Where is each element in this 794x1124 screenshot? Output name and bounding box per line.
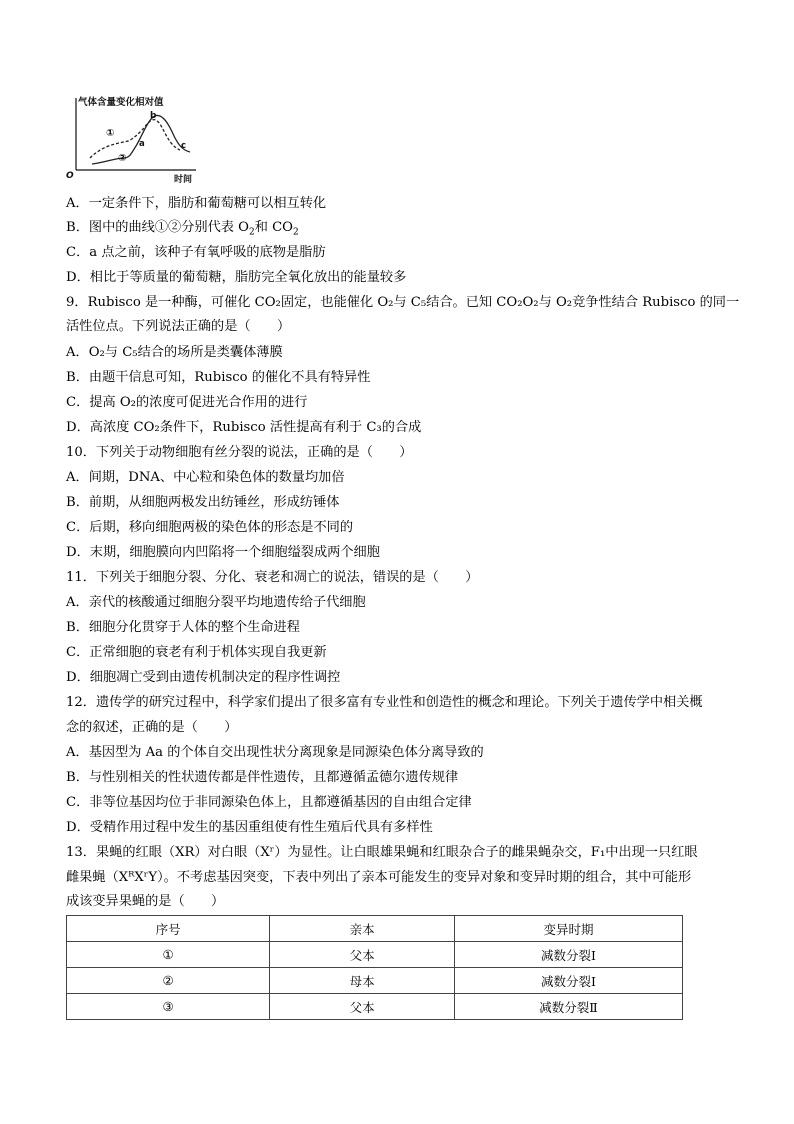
q11-option-d: D．细胞凋亡受到由遗传机制决定的程序性调控 bbox=[66, 670, 341, 685]
q13-stem-line2: 雌果蝇（XᴿXʳY）。不考虑基因突变，下表中列出了亲本可能发生的变异对象和变异时期的组合，其中可能形 bbox=[66, 870, 692, 885]
gas-content-graph bbox=[66, 94, 200, 186]
q9-stem-line1: 9．Rubisco 是一种酶，可催化 CO₂固定，也能催化 O₂与 C₅结合。已知 CO₂O₂与 O₂竞争性结合 Rubisco 的同一 bbox=[66, 295, 740, 310]
q9-stem-line2: 活性位点。下列说法正确的是（ ） bbox=[66, 319, 291, 334]
point-c-label: c bbox=[181, 141, 187, 151]
curve-1 bbox=[90, 120, 180, 158]
table-row bbox=[67, 942, 683, 968]
q9-option-a: A．O₂与 C₅结合的场所是类囊体薄膜 bbox=[66, 345, 283, 360]
table-row bbox=[67, 994, 683, 1020]
q11-stem: 11．下列关于细胞分裂、分化、衰老和凋亡的说法，错误的是（ ） bbox=[66, 570, 479, 585]
q8-option-b-text2: 和 CO bbox=[254, 220, 293, 235]
q10-option-c: C．后期，移向细胞两极的染色体的形态是不同的 bbox=[66, 520, 354, 535]
q10-option-d: D．末期，细胞膜向内凹陷将一个细胞缢裂成两个细胞 bbox=[66, 545, 380, 560]
curve-2-label: ② bbox=[118, 153, 127, 164]
q13-table bbox=[66, 915, 683, 1020]
q12-option-a: A．基因型为 Aa 的个体自交出现性状分离现象是同源染色体分离导致的 bbox=[66, 745, 484, 760]
table-cell: ② bbox=[67, 968, 270, 994]
table-header-row bbox=[67, 916, 683, 942]
q8-option-c: C．a 点之前，该种子有氧呼吸的底物是脂肪 bbox=[66, 245, 326, 260]
q8-option-b-text: B．图中的曲线①②分别代表 O bbox=[66, 220, 249, 235]
q10-option-b: B．前期，从细胞两极发出纺锤丝，形成纺锤体 bbox=[66, 495, 340, 510]
q11-option-c: C．正常细胞的衰老有利于机体实现自我更新 bbox=[66, 645, 327, 660]
q10-stem: 10．下列关于动物细胞有丝分裂的说法，正确的是（ ） bbox=[66, 445, 413, 460]
q8-option-d: D．相比于等质量的葡萄糖，脂肪完全氧化放出的能量较多 bbox=[66, 270, 407, 285]
graph-origin: O bbox=[66, 171, 74, 181]
graph-ylabel: 气体含量变化相对值 bbox=[78, 97, 164, 108]
q9-option-b: B．由题干信息可知，Rubisco 的催化不具有特异性 bbox=[66, 370, 371, 385]
q8-option-b-sub: 2 bbox=[248, 227, 255, 238]
table-cell: 减数分裂Ⅰ bbox=[455, 968, 683, 994]
q13-stem-line1: 13．果蝇的红眼（XR）对白眼（Xʳ）为显性。让白眼雄果蝇和红眼杂合子的雌果蝇杂交，F₁中出现一只红眼 bbox=[66, 845, 698, 860]
q12-option-b: B．与性别相关的性状遗传都是伴性遗传，且都遵循孟德尔遗传规律 bbox=[66, 770, 459, 785]
q8-option-b-sub2: 2 bbox=[292, 227, 299, 238]
table-header-period: 变异时期 bbox=[455, 916, 683, 942]
table-cell: 减数分裂Ⅰ bbox=[455, 942, 683, 968]
table-header-index: 序号 bbox=[67, 916, 270, 942]
q9-option-c: C．提高 O₂的浓度可促进光合作用的进行 bbox=[66, 395, 308, 410]
q9-option-d: D．高浓度 CO₂条件下，Rubisco 活性提高有利于 C₃的合成 bbox=[66, 420, 422, 435]
q8-option-b bbox=[66, 219, 299, 242]
table-cell: 父本 bbox=[270, 942, 455, 968]
q12-option-d: D．受精作用过程中发生的基因重组使有性生殖后代具有多样性 bbox=[66, 820, 433, 835]
graph-xlabel: 时间 bbox=[174, 175, 193, 185]
point-a-label: a bbox=[139, 139, 145, 149]
q10-option-a: A．间期，DNA、中心粒和染色体的数量均加倍 bbox=[66, 470, 345, 485]
table-cell: 母本 bbox=[270, 968, 455, 994]
q12-stem-line2: 念的叙述，正确的是（ ） bbox=[66, 720, 238, 735]
table-cell: ① bbox=[67, 942, 270, 968]
q11-option-b: B．细胞分化贯穿于人体的整个生命进程 bbox=[66, 620, 300, 635]
point-b-label: b bbox=[150, 111, 157, 121]
q12-option-c: C．非等位基因均位于非同源染色体上，且都遵循基因的自由组合定律 bbox=[66, 795, 472, 810]
table-cell: ③ bbox=[67, 994, 270, 1020]
q11-option-a: A．亲代的核酸通过细胞分裂平均地遗传给子代细胞 bbox=[66, 595, 366, 610]
table-cell: 减数分裂Ⅱ bbox=[455, 994, 683, 1020]
table-cell: 父本 bbox=[270, 994, 455, 1020]
q8-option-a: A．一定条件下，脂肪和葡萄糖可以相互转化 bbox=[66, 196, 327, 211]
table-row bbox=[67, 968, 683, 994]
q12-stem-line1: 12．遗传学的研究过程中，科学家们提出了很多富有专业性和创造性的概念和理论。下列关于遗传学中相关概 bbox=[66, 695, 703, 710]
q13-stem-line3: 成该变异果蝇的是（ ） bbox=[66, 894, 225, 909]
curve-1-label: ① bbox=[106, 128, 115, 139]
table-header-parent: 亲本 bbox=[270, 916, 455, 942]
